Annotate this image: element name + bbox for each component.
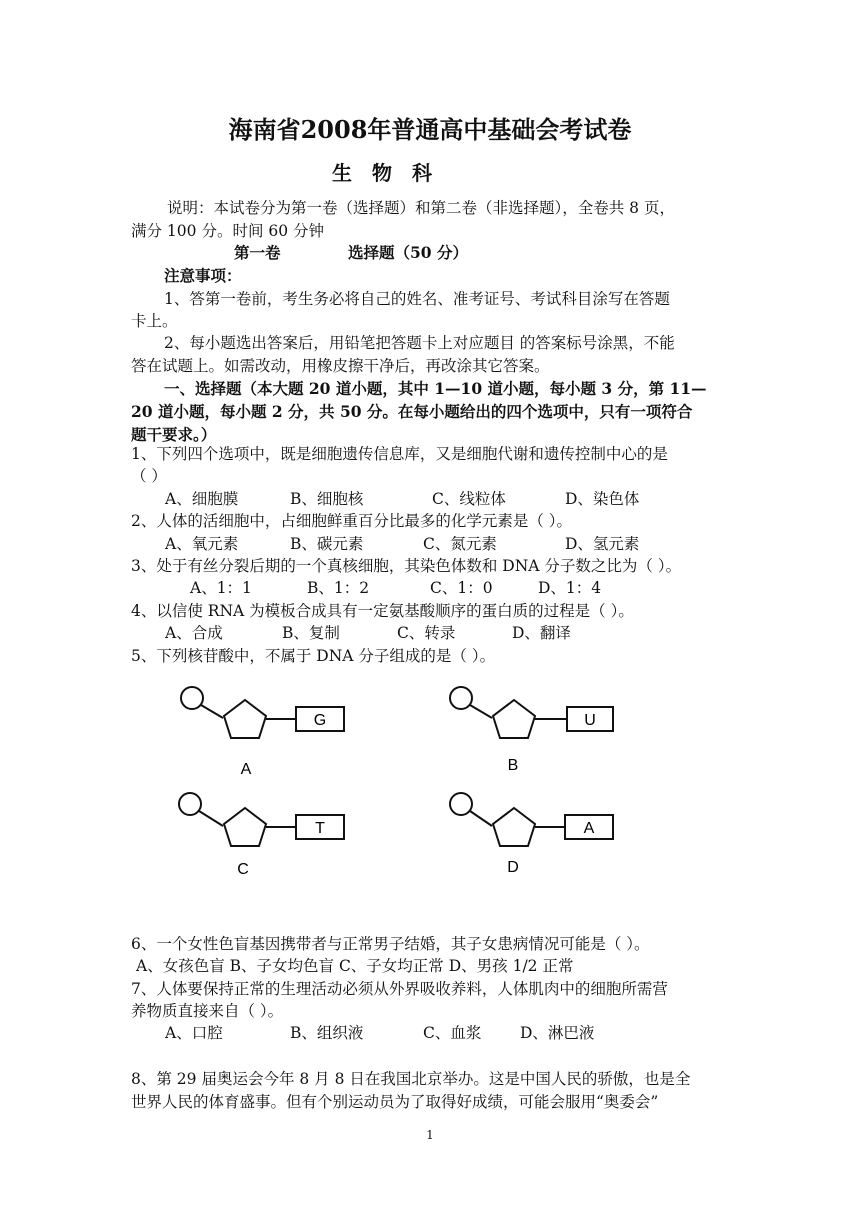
- question-7-line-1: 7、人体要保持正常的生理活动必须从外界吸收养料，人体肌肉中的细胞所需营: [131, 980, 668, 998]
- question-8-line-2: 世界人民的体育盛事。但有个别运动员为了取得好成绩，可能会服用“奥委会”: [131, 1093, 659, 1111]
- q3-option-a: A、1：1: [190, 579, 252, 597]
- nucleotide-d-label: D: [507, 859, 519, 876]
- q3-option-d: D、1：4: [538, 579, 602, 597]
- page-number: 1: [426, 1128, 434, 1142]
- intro-line-2: 满分 100 分。时间 60 分钟: [131, 222, 325, 240]
- subject-title: 生 物 科: [332, 161, 432, 185]
- q3-option-b: B、1：2: [307, 579, 370, 597]
- question-5: 5、下列核苷酸中，不属于 DNA 分子组成的是（ ）。: [131, 647, 496, 665]
- section-type: 选择题（50 分）: [348, 243, 468, 262]
- nucleotide-a-label: A: [240, 761, 252, 778]
- q2-option-b: B、碳元素: [290, 535, 364, 553]
- nucleotide-d-base: A: [583, 820, 595, 837]
- nucleotide-a-base: G: [313, 712, 327, 729]
- question-2: 2、人体的活细胞中，占细胞鲜重百分比最多的化学元素是（ ）。: [131, 512, 573, 530]
- q1-option-c: C、线粒体: [432, 490, 506, 508]
- q7-option-c: C、血浆: [423, 1024, 482, 1042]
- nucleotide-diagram: [170, 678, 690, 878]
- note-1-line-1: 1、答第一卷前，考生务必将自己的姓名、准考证号、考试科目涂写在答题: [164, 290, 670, 308]
- part1-instructions-1: 一、选择题（本大题 20 道小题，其中 1—10 道小题，每小题 3 分，第 11—: [164, 379, 707, 398]
- nucleotide-b-label: B: [507, 757, 519, 774]
- part1-instructions-3: 题干要求。）: [131, 425, 217, 444]
- notes-heading: 注意事项：: [164, 266, 242, 285]
- q1-option-b: B、细胞核: [290, 490, 364, 508]
- exam-title: 海南省2008年普通高中基础会考试卷: [228, 115, 632, 144]
- q4-option-b: B、复制: [282, 624, 340, 642]
- question-1-line-2: （ ）: [131, 467, 167, 485]
- q3-option-c: C、1：0: [430, 579, 493, 597]
- nucleotide-c-base: T: [315, 820, 325, 837]
- q7-option-b: B、组织液: [290, 1024, 364, 1042]
- note-1-line-2: 卡上。: [131, 312, 178, 330]
- q7-option-d: D、淋巴液: [520, 1024, 595, 1042]
- q4-option-a: A、合成: [165, 624, 223, 642]
- nucleotide-c: [179, 793, 344, 878]
- q2-option-d: D、氢元素: [565, 535, 640, 553]
- q1-option-d: D、染色体: [565, 490, 640, 508]
- question-4: 4、以信使 RNA 为模板合成具有一定氨基酸顺序的蛋白质的过程是（ ）。: [131, 602, 634, 620]
- question-6: 6、一个女性色盲基因携带者与正常男子结婚，其子女患病情况可能是（ ）。: [131, 935, 650, 953]
- note-2-line-1: 2、每小题选出答案后，用铅笔把答题卡上对应题目 的答案标号涂黑，不能: [164, 334, 675, 352]
- question-1-line-1: 1、下列四个选项中，既是细胞遗传信息库，又是细胞代谢和遗传控制中心的是: [131, 445, 668, 463]
- section-label: 第一卷: [234, 243, 281, 262]
- nucleotide-d: [450, 793, 613, 876]
- q1-option-a: A、细胞膜: [165, 490, 239, 508]
- q4-option-d: D、翻译: [512, 624, 571, 642]
- question-3: 3、处于有丝分裂后期的一个真核细胞，其染色体数和 DNA 分子数之比为（ ）。: [131, 557, 682, 575]
- nucleotide-a: [181, 687, 344, 778]
- nucleotide-c-label: C: [237, 861, 249, 878]
- q6-options: A、女孩色盲 B、子女均色盲 C、子女均正常 D、男孩 1/2 正常: [136, 957, 574, 975]
- nucleotide-b-base: U: [584, 712, 596, 729]
- question-8-line-1: 8、第 29 届奥运会今年 8 月 8 日在我国北京举办。这是中国人民的骄傲，也是全: [131, 1070, 691, 1088]
- intro-line-1: 说明：本试卷分为第一卷（选择题）和第二卷（非选择题），全卷共 8 页，: [167, 199, 675, 217]
- q4-option-c: C、转录: [397, 624, 456, 642]
- q7-option-a: A、口腔: [165, 1024, 223, 1042]
- nucleotide-b: [450, 687, 613, 774]
- note-2-line-2: 答在试题上。如需改动，用橡皮擦干净后，再改涂其它答案。: [131, 357, 550, 375]
- q2-option-c: C、氮元素: [423, 535, 497, 553]
- q2-option-a: A、氧元素: [165, 535, 239, 553]
- question-7-line-2: 养物质直接来自（ ）。: [131, 1002, 284, 1020]
- part1-instructions-2: 20 道小题，每小题 2 分，共 50 分。在每小题给出的四个选项中，只有一项符合: [131, 402, 693, 421]
